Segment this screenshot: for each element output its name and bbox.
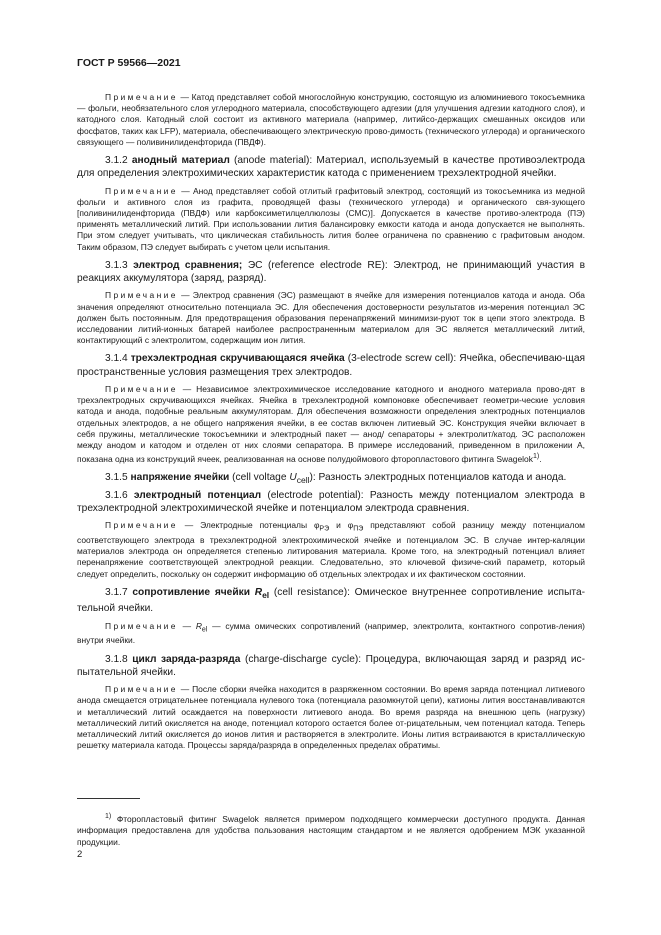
term-3-1-7: 3.1.7 сопротивление ячейки $R_{el}$ (cell resistance): Омическое внутреннее сопротивление испыта-тельной ячейки. xyxy=(77,586,585,615)
document-header: ГОСТ Р 59566—2021 xyxy=(77,57,181,69)
note-text: После сборки ячейка находится в разряженном состоянии. Во время заряда потенциал литиевого анода смещается отрицательнее потенциала нулевого тока (потенциала разомкнутой цепи), катионы лития восстанавливаются и металлический литий осаждается на поверхности литиевого анода. Во время разряда на внешнюю цепь (нагрузку) металлический литий окисляется на аноде, потенциал которого остается более от-рицательным, чем потенциал катода. Теперь металлический литий окисляется до ионов лития и растворяется в электролите. Ионы лития встраиваются в кристаллическую решетку материала катода. Процессы заряда/разряда в определенных пределах обратимы. xyxy=(77,684,585,751)
note-text: Катод представляет собой многослойную конструкцию, состоящую из алюминиевого токосъемника — фольги, необязательного слоя углеродного материала, способствующего адгезии (для улучшения адгезии катодного слоя), и катодного слоя. Катодный слой состоит из активного материала (например, литийсо-держащих смешанных оксидов или фосфатов, таких как LFP), материала, обеспечивающего электрическую прово-димость (технического углерода) и органического связующего — поливинилиденфторида (ПВДФ). xyxy=(77,92,585,147)
note-text: Независимое электрохимическое исследование катодного и анодного материала прово-дят в трехэлектродных скручивающихся ячейках. Ячейка в трехэлектродной компоновке обеспечивает геометри-ческие условия катода и анода, подобные реальным аккумуляторам. Для обеспечения возможности определения электродных потенциалов отдельных электродов, а не общего напряжения ячейки, в ее состав включен литиевый ЭС. Конструкция ячейки включает в себя пружины, металлические токосъемники и электродный пакет — анод/ сепараторы + электролит/катод. ЭС расположен между анодом и катодом и отделен от них слоями сепаратора. В примере исследований, приведенном в приложении А, показана одна из конструкций ячеек, реализованная на основе полудюймового фторопластового фитинга Swagelok xyxy=(77,384,585,465)
term-title: трехэлектродная скручивающаяся ячейка xyxy=(130,353,345,365)
footnote-mark: 1) xyxy=(105,813,112,821)
term-title: сопротивление ячейки xyxy=(132,586,250,598)
note-electrode-potential: Примечание — Электродные потенциалы $\varphi_{РЭ}$ и $\varphi_{ПЭ}$ представляют собой разницу между потенциалом соответствующего электрода в трехэлектродной электрохимической ячейке и потенциалом ЭС. В случае интер-каляции материалов электрода он определяется степенью литирования материала. Кроме того, на электродный потенциал влияет перенапряжение соответствующей электродной реакции. Следовательно, это ключевой физиче-ский параметр, который следует определить, поскольку он содержит информацию об отдельных электродах и их фактическом состоянии. xyxy=(77,520,585,579)
note-charge-discharge: Примечание — После сборки ячейка находится в разряженном состоянии. Во время заряда потенциал литиевого анода смещается отрицательнее потенциала нулевого тока (потенциала разомкнутой цепи), катионы лития восстанавливаются и металлический литий осаждается на поверхности литиевого анода. Во время разряда на внешнюю цепь (нагрузку) металлический литий окисляется на аноде, потенциал которого остается более от-рицательным, чем потенциал катода. Теперь металлический литий окисляется до ионов лития и растворяется в электролите. Ионы лития встраиваются в кристаллическую решетку материала катода. Процессы заряда/разряда в определенных пределах обратимы. xyxy=(77,684,585,751)
term-definition: (3-electrode screw cell): Ячейка, обеспечиваю-щая пространственные условия размещения трех электродов. xyxy=(77,353,585,378)
term-title: анодный материал xyxy=(131,155,230,167)
footnote xyxy=(77,811,585,847)
note-text: представляют собой разницу между потенциалом соответствующего электрода в трехэлектродной электрохимической ячейке и потенциалом ЭС. В случае интер-каляции материалов электрода он определяется степенью литирования материала. Кроме того, на электродный потенциал влияет перенапряжение соответствующей электродной реакции. Следовательно, это ключевой физиче-ский параметр, который следует определить, поскольку он содержит информацию об отдельных электродах и их фактическом состоянии. xyxy=(77,520,585,579)
term-3-1-3: 3.1.3 электрод сравнения; ЭС (reference electrode RE): Электрод, не принимающий участия в реакциях аккумулятора (заряд, разряд). xyxy=(77,259,585,285)
note-label: Примечание xyxy=(105,384,178,395)
note-text: Электрод сравнения (ЭС) размещают в ячейке для измерения потенциалов катода и анода. Оба значения определяют относительно потенциала ЭС. Для обеспечения достоверности результатов из-мерения потенциал ЭС должен быть постоянным. Для предотвращения образования перенапряжений минимизи-руют ток в цепи этого электрода. В исследовании литий-ионных батарей наиболее распространенным материалом для ЭС является металлический литий, контактирующий с электролитом, содержащим ион лития. xyxy=(77,290,585,346)
note-reference-electrode: Примечание — Электрод сравнения (ЭС) размещают в ячейке для измерения потенциалов катода и анода. Оба значения определяют относительно потенциала ЭС. Для обеспечения достоверности результатов из-мерения потенциал ЭС должен быть постоянным. Для предотвращения образования перенапряжений минимизи-руют ток в цепи этого электрода. В исследовании литий-ионных батарей наиболее распространенным материалом для ЭС является металлический литий, контактирующий с электролитом, содержащим ион лития. xyxy=(77,290,585,346)
footnote-text: Фторопластовый фитинг Swagelok является примером подходящего коммерчески доступного продукта. Данная информация предоставлена для удобства пользования настоящим стандартом и не является одобрением МЭК указанной продукции. xyxy=(77,814,585,847)
term-3-1-2: 3.1.2 анодный материал (anode material): Материал, используемый в качестве противоэлектрода для определения электрохимических характеристик катода с применением трехэлектродной ячейки. xyxy=(77,155,585,180)
note-label: Примечание xyxy=(105,185,178,196)
term-3-1-4: 3.1.4 трехэлектродная скручивающаяся ячейка (3-electrode screw cell): Ячейка, обеспечиваю-щая пространственные условия размещения трех электродов. xyxy=(77,353,585,378)
note-label: Примечание xyxy=(105,684,178,695)
note-cathode: Примечание — Катод представляет собой многослойную конструкцию, состоящую из алюминиевого токосъемника — фольги, необязательного слоя углеродного материала, способствующего адгезии (для улучшения адгезии катодного слоя), и катодного слоя. Катодный слой состоит из активного материала (например, литийсо-держащих смешанных оксидов или фосфатов, таких как LFP), материала, обеспечивающего электрическую прово-димость (технического углерода) и органического связующего — поливинилиденфторида (ПВДФ). xyxy=(77,92,585,147)
term-title: электродный потенциал xyxy=(133,489,262,501)
term-definition: ): Разность электродных потенциалов катода и анода. xyxy=(309,472,567,484)
note-text: — сумма омических сопротивлений (например, электролита, контактного сопротив-ления) внутри ячейки. xyxy=(77,620,585,646)
note-cell-resistance: Примечание — $R_{el}$ — сумма омических сопротивлений (например, электролита, контактного сопротив-ления) внутри ячейки. xyxy=(77,620,585,646)
term-definition: (electrode potential): Разность между потенциалом электрода в трехэлектродной электрохимической ячейке и потенциалом электрода сравнения. xyxy=(77,489,585,514)
term-3-1-6: 3.1.6 электродный потенциал (electrode potential): Разность между потенциалом электрода в трехэлектродной электрохимической ячейке и потенциалом электрода сравнения. xyxy=(77,489,585,514)
term-title: цикл заряда-разряда xyxy=(132,653,241,665)
term-title: напряжение ячейки xyxy=(130,472,230,484)
page-body xyxy=(77,92,585,757)
term-definition: (anode material): Материал, используемый в качестве противоэлектрода для определения электрохимических характеристик катода с применением трехэлектродной ячейки. xyxy=(77,155,585,180)
term-3-1-8: 3.1.8 цикл заряда-разряда (charge-discharge cycle): Процедура, включающая заряд и разряд ис-пытательной ячейки. xyxy=(77,653,585,678)
term-definition: (cell resistance): Омическое внутреннее сопротивление испыта-тельной ячейки. xyxy=(77,586,585,615)
footnote-ref: 1) xyxy=(532,453,540,461)
note-label: Примечание xyxy=(105,520,178,531)
term-definition: ЭС (reference electrode RE): Электрод, не принимающий участия в реакциях аккумулятора (заряд, разряд). xyxy=(77,259,585,285)
note-label: Примечание xyxy=(105,620,178,631)
note-label: Примечание xyxy=(105,92,178,102)
note-label: Примечание xyxy=(105,290,178,301)
term-title: электрод сравнения; xyxy=(133,259,243,271)
note-screw-cell: Примечание — Независимое электрохимическое исследование катодного и анодного материала прово-дят в трехэлектродных скручивающихся ячейках. Ячейка в трехэлектродной компоновке обеспечивает геометри-ческие условия катода и анода, подобные реальным аккумуляторам. Для обеспечения возможности определения электродных потенциалов отдельных электродов, а не общего напряжения ячейки, в ее состав включен литиевый ЭС. Конструкция ячейки включает в себя пружины, металлические токосъемники и электродный пакет — анод/ сепараторы + электролит/катод. ЭС расположен между анодом и катодом и отделен от них слоями сепаратора. В примере исследований, приведенном в приложении А, показана одна из конструкций ячеек, реализованная на основе полудюймового фторопластового фитинга Swagelok$^{1)}$. xyxy=(77,384,585,465)
term-3-1-5: 3.1.5 напряжение ячейки (cell voltage $U_{cell}$): Разность электродных потенциалов катода и анода. xyxy=(105,472,567,486)
note-text: Анод представляет собой отлитый графитовый электрод, состоящий из токосъемника из медной фольги и активного слоя из графита, проводящей фазы (технического углерода) и органического свя-зующего [поливинилиденфторида (ПВДФ) или карбоксиметилцеллюлозы (СМС)]. Допускается в качестве противо-электрода (ПЭ) применять металлический литий. При использовании лития балансировку емкости катода и анода допускается не выполнять. При этом следует учитывать, что циклическая стабильность лития более ограничена по сравнению с графитовым анодом. Таким образом, ПЭ следует выбирать с учетом цели испытания. xyxy=(77,185,585,252)
note-anode: Примечание — Анод представляет собой отлитый графитовый электрод, состоящий из токосъемника из медной фольги и активного слоя из графита, проводящей фазы (технического углерода) и органического свя-зующего [поливинилиденфторида (ПВДФ) или карбоксиметилцеллюлозы (СМС)]. Допускается в качестве противо-электрода (ПЭ) применять металлический литий. При использовании лития балансировку емкости катода и анода допускается не выполнять. При этом следует учитывать, что циклическая стабильность лития более ограничена по сравнению с графитовым анодом. Таким образом, ПЭ следует выбирать с учетом цели испытания. xyxy=(77,185,585,252)
term-definition: (charge-discharge cycle): Процедура, включающая заряд и разряд ис-пытательной ячейки. xyxy=(77,653,585,678)
footnote-divider xyxy=(77,798,140,799)
page-number: 2 xyxy=(77,849,83,860)
